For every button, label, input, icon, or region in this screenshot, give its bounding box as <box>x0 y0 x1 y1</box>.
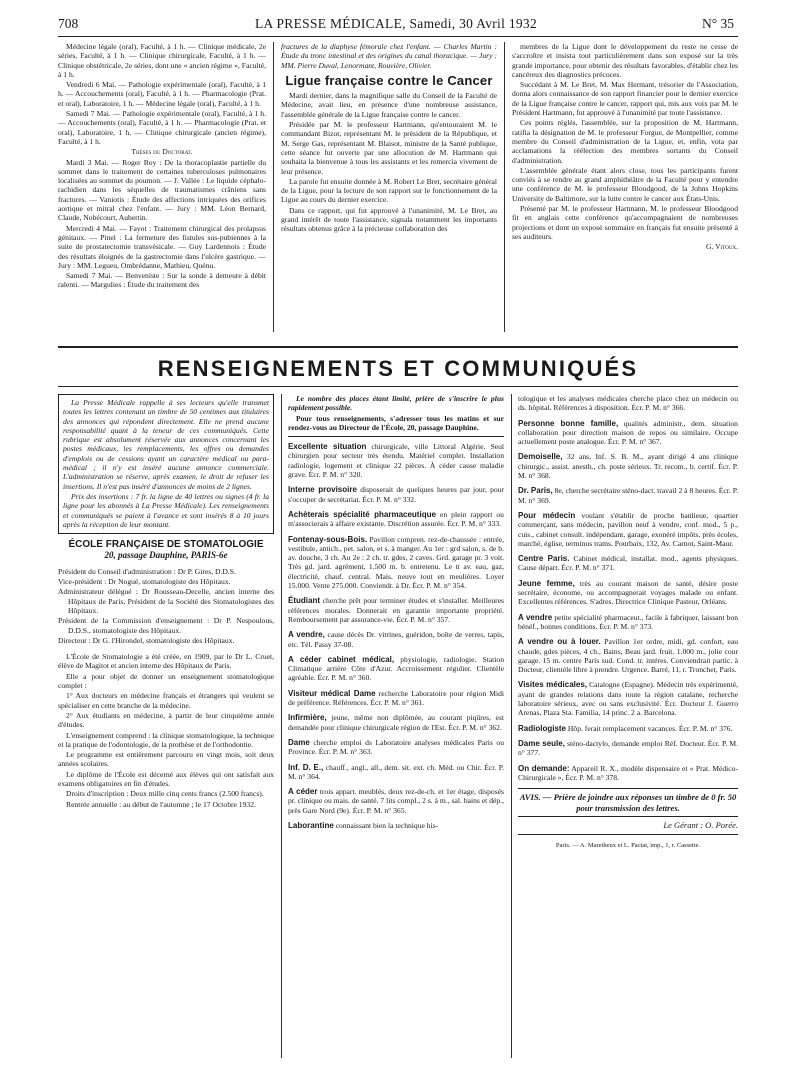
paragraph: L'École de Stomatologie a été créée, en 1909, par le Dr L. Cruet, élève de Magitot et ancien interne des Hôpitaux de Paris. <box>58 652 274 671</box>
gerant: Le Gérant : O. Porée. <box>663 820 738 831</box>
article-title: Ligue française contre le Cancer <box>285 72 493 88</box>
classified-ad <box>288 821 504 830</box>
classified-ad <box>518 511 738 548</box>
paragraph: fractures de la diaphyse fémorale chez l'enfant. — Charles Martin : Étude du tronc intestinal et des origines du canal thoracique. — Jury : MM. Pierre Duval, Lenormant, Rouvière, Olivier. <box>281 42 497 70</box>
classified-ad-text: chauff., angl., all., dem. sit. ext. ch. Méd. ou Chir. Écr. P. M. n° 364. <box>288 762 504 781</box>
classified-ad <box>518 554 738 573</box>
classified-ad <box>518 613 738 632</box>
paragraph: Samedi 7 Mai. — Benveniste : Sur la sonde à demeure à débit ralenti. — Margulies : Étude du traitement des <box>58 271 266 290</box>
staff-entry: Président du Conseil d'administration : Dr P. Gires, D.D.S. <box>58 566 236 576</box>
classified-ad-title: Jeune femme, <box>518 578 575 588</box>
paragraph: L'enseignement comprend : la clinique stomatologique, la technique et la pratique de l'odontologie, de la prothèse et de l'orthodontie. <box>58 730 274 749</box>
classified-ad-title: Dame seule, <box>518 738 565 748</box>
classified-ad-title: Inf. D. E., <box>288 762 324 772</box>
classified-ad-text: Catalogne (Espagne). Médecin très expérimenté, ayant de grandes relations dans toute la région catalane, recherche laboratoire sérieux, avec ou sans exclusivité. Écr. Docteur J. Guerro Arenas, Plaza Sta. Familia, 14 princ. 2 a. Barcelona. <box>518 680 738 718</box>
paragraph: Présenté par M. le professeur Hartmann, M. le professeur Bloodgood fit en anglais cette conférence qu'accompagnaient de nombreuses projections et dont un exposé sommaire en français fut ensuite présenté à ses auditeurs. <box>512 204 738 241</box>
bottom-column-2 <box>288 394 504 1066</box>
classified-ads <box>288 442 504 830</box>
school-title: ÉCOLE FRANÇAISE DE STOMATOLOGIE <box>68 539 264 551</box>
classified-ad-text: trois appart. meublés, deux rez-de-ch. et 1er étage, disposés pr. clinique ou mais. de santé. 7 lits compl., 2 s. à m., sal. bains et dép., près Gare Nord (9e). Écr. P. M. n° 365. <box>288 787 504 815</box>
classified-ad <box>288 713 504 732</box>
classified-ad-title: A céder cabinet médical, <box>288 654 395 664</box>
paragraph: L'assemblée générale étant alors close, tous les participants furent conviés à se rendre au grand amphithéâtre de la Faculté pour y entendre une conférence de M. le professeur Bloodgood, de la Johns Hopkins University de Baltimore, sur la lutte contre le cancer aux États-Unis. <box>512 165 738 203</box>
classified-ad-title: Centre Paris. <box>518 554 570 564</box>
paragraph: La parole fut ensuite donnée à M. Robert Le Bret, secrétaire général de la Ligue, pour la lecture de son rapport sur le fonctionnement de la Ligue au cours du dernier exercice. <box>281 176 497 205</box>
classified-ad-text: Hôp. ferait remplacement vacances. Écr. P. M. n° 376. <box>567 723 733 733</box>
classified-ad-title: Demoiselle, <box>518 452 563 462</box>
staff-entry: Vice-président : Dr Nogué, stomatologiste des Hôpitaux. <box>58 577 231 587</box>
classified-ad-title: Visiteur médical Dame <box>288 688 376 698</box>
paragraph: Pour tous renseignements, s'adresser tous les matins et sur rendez-vous au Directeur de l'École, 20, passage Dauphine. <box>288 413 504 432</box>
classified-ad-text: chirurgicale, ville Littoral Algérie. Seul chirurgien pour secteur très étendu. Matériel complet. Installation radiologie, logement et clinique 22 pièces. À céder cause maladie grave. Écr. P. M. n° 320. <box>288 442 504 480</box>
classified-ad-text: cause décès Dr. vitrines, guéridon, boîte de verres, tapis, etc. Tél. Passy 37-08. <box>288 630 504 649</box>
classified-ad-title: A céder <box>288 787 318 797</box>
paragraph: Elle a pour objet de donner un enseignement stomatologique complet : <box>58 671 274 691</box>
classified-ad <box>518 637 738 674</box>
paragraph: Mercredi 4 Mai. — Fayot : Traitement chirurgical des prolapsus génitaux. — Pinel : La fermeture des fistules sus-pubiennes à la suite de prostatectomie transvésicale. — Guy Lardennois : Étude des résultats éloignés de la gastrectomie dans l'ulcère gastrique. — Jury : MM. Legueu, Ombrédanne, Mathieu, Quénu. <box>58 223 266 270</box>
paragraph: Le programme est entièrement parcouru en vingt mois, soit deux années scolaires. <box>58 750 274 769</box>
classified-ad-title: A vendre ou à louer. <box>518 637 601 647</box>
staff-entry: Administrateur délégué : Dr Rousseau-Decelle, ancien interne des Hôpitaux de Paris, Président de la Société des Stomatologistes des Hôpitaux. <box>58 587 274 615</box>
section-rule <box>58 386 738 387</box>
section-subheading: Thèses du Doctorat. <box>131 147 193 157</box>
paragraph: Samedi 7 Mai. — Pathologie expérimentale (oral), Faculté, à 1 h. — Accouchements (oral), Faculté, à 1 h. — Pharmacologie (Prat. et oral), Laboratoire, 1 h. — Clinique chirurgicale (ancien régime), Faculté, à 1 h. <box>58 109 266 146</box>
classified-ad <box>518 452 738 480</box>
paragraph: Le nombre des places étant limité, prière de s'inscrire le plus rapidement possible. <box>288 394 504 413</box>
classified-ad-text: Appareil R. X., modèle dispensaire et « Prat. Médico-Chirurgicale », Écr. P. M. n° 378. <box>518 763 738 782</box>
classified-ad <box>518 764 738 783</box>
classified-ad-text: cherche emploi ds Laboratoire analyses médicales Paris ou Province. Écr. P. M. n° 363. <box>288 737 504 757</box>
classified-ad-title: A vendre, <box>288 630 325 640</box>
classified-ad-text: sténo-dactylo, demande emploi Réf. Docteur. Écr. P. M. n° 377. <box>518 738 738 758</box>
classified-ad <box>288 689 504 708</box>
classified-ad-text: recherche Laboratoire pour région Midi de préférence. Références. Écr. P. M. n° 361. <box>288 688 504 708</box>
classified-ad <box>288 510 504 529</box>
paragraph: Succédant à M. Le Bret, M. Max Hermant, trésorier de l'Association, donna alors connaissance de son rapport financier pour le dernier exercice de la Ligue française contre le cancer, rapport qui, mis aux voix par M. le Président Hartmann, fut approuvé à l'unanimité par toute l'assistance. <box>512 80 738 118</box>
paragraph: Mardi dernier, dans la magnifique salle du Conseil de la Faculté de Médecine, avait lieu, en présence d'une nombreuse assistance, l'assemblée générale de la Ligue française contre le cancer. <box>281 91 497 119</box>
classified-ad-text: jeune, même non diplômée, au courant piqûres, est demandée pour clinique chirurgicale région de l'Est. Écr. P. M. n° 362. <box>288 713 504 732</box>
top-column-2 <box>281 42 497 336</box>
column-divider <box>281 394 282 1058</box>
classified-ad-text: tologique et les analyses médicales cherche place chez un médecin ou ds. hôpital. Références à disposition. Écr. P. M. n° 366. <box>518 394 738 413</box>
classified-ad-title: Pour médecin <box>518 510 576 520</box>
classified-ads <box>518 394 738 782</box>
classified-ad-title: Dame <box>288 737 310 747</box>
paragraph: Dans ce rapport, qui fut approuvé à l'unanimité, M. Le Bret, au grand intérêt de toute l'assistance, signala notamment les importants résultats obtenus grâce à la précieuse collaboration des <box>281 205 497 234</box>
classified-ad <box>518 486 738 505</box>
section-rule <box>58 346 738 348</box>
top-column-1 <box>58 42 266 336</box>
classified-ad <box>288 738 504 757</box>
bottom-column-3 <box>518 394 738 1066</box>
classified-ad-title: Interne provisoire <box>288 485 357 495</box>
classified-ad-text: cherche prêt pour terminer études et s'installer. Meilleures références morales. Donnerait en garantie importante propriété. Remboursement par assurance-vie. Écr. P. M. n° 357. <box>288 596 504 624</box>
classified-ad-text: voulant s'établir de proche banlieue, quartier commerçant, sans médecin, pavillon neuf à vendre, conf. mod., 5 p., cuis., cabinet consult. indépendant, garage, exonéré impôts, près écoles, marché, église, terminus trams. Pourbaix, 132, Av. Carnot, Saint-Maur. <box>518 510 738 548</box>
classified-ad-title: Achèterais spécialité pharmaceutique <box>288 509 436 519</box>
classified-ad <box>288 630 504 649</box>
classified-ad-title: Visites médicales, <box>518 680 587 690</box>
page-header <box>58 12 734 34</box>
notice-paragraph: Prix des insertions : 7 fr. la ligne de 40 lettres ou signes (4 fr. la ligne pour les abonnés à La Presse Médicale). Les renseignements et communiqués se paient à l'avance et sont insérés 8 à 10 jours après la réception de leur montant. <box>63 491 269 529</box>
classified-ad-text: 32 ans, Inf. S. B. M., ayant dirigé 4 ans clinique chirurgic., assist. anesth., ch. poste sérieux. Tr. recom., b. certif. Écr. P. M. n° 368. <box>518 452 738 481</box>
paragraph: Mardi 3 Mai. — Roger Roy : De la thoracoplastie partielle du sommet dans le traitement de certaines tuberculoses pulmonaires localisées au sommet du poumon. — J. Vallée : Le liquide céphalo-rachidien dans les séquelles de traumatismes crâniens sans fractures. — Vaniotis : Étude des affections intriquées des orifices aortique et mitral chez l'enfant. — Jury : MM. Léon Bernard, Claude, Nobécourt, Aubertin. <box>58 157 266 223</box>
classified-ad-title: Radiologiste <box>518 723 567 733</box>
imprint: Paris. — A. Maretheux et L. Pactat, imp., 1, r. Cassette. <box>555 842 701 850</box>
top-column-3 <box>512 42 738 336</box>
classified-ad <box>288 535 504 591</box>
classified-ad-title: Fontenay-sous-Bois. <box>288 534 368 544</box>
classified-ad <box>518 739 738 758</box>
paragraph: 2° Aux étudiants en médecine, à partir de leur cinquième année d'études. <box>58 710 274 730</box>
paragraph: 1° Aux docteurs en médecine français et étrangers qui veulent se spécialiser en cette branche de la médecine. <box>58 691 274 710</box>
classified-ad <box>288 485 504 504</box>
classified-ad <box>518 579 738 607</box>
divider <box>518 834 738 835</box>
classified-ad-text: connaissant bien la technique his- <box>335 820 439 830</box>
classified-ad-text: en plein rapport ou m'associerais à affaire existante. Discrétion assurée. Écr. P. M. n° 333. <box>288 509 504 529</box>
classified-ad <box>288 442 504 479</box>
classified-ad-title: Personne bonne famille, <box>518 418 619 428</box>
paragraph: Ces points réglés, l'assemblée, sur la proposition de M. Hartmann, ratifia la désignation de M. le professeur Forgue, de Montpellier, comme membre du Conseil d'administration de la Ligue, et, enfin, vota par acclamations la réélection des membres sortants du Conseil d'administration. <box>512 118 738 165</box>
staff-list <box>58 567 274 645</box>
paragraph: Médecine légale (oral), Faculté, à 1 h. — Clinique médicale, 2e séries, Faculté, à 1 h. — Clinique chirurgicale, Faculté, à 1 h. — Clinique obstétricale, 2e séries, dont une « ancien régime », Faculté, à 1 h. <box>58 42 266 79</box>
classified-ad-title: Dr. Paris, <box>518 486 553 496</box>
notice-box <box>58 394 274 534</box>
page-number: 708 <box>58 16 79 31</box>
paragraph: Le diplôme de l'École est décerné aux élèves qui ont satisfait aux examens obligatoires en fin d'études. <box>58 769 274 788</box>
paragraph: Droits d'inscription : Deux mille cinq cents francs (2.500 francs). <box>66 789 264 799</box>
journal-title: LA PRESSE MÉDICALE, Samedi, 30 Avril 1932 <box>254 16 538 31</box>
classified-ad-title: Laborantine <box>288 820 334 830</box>
bottom-column-1 <box>58 394 274 1066</box>
paragraph: Rentrée annuelle : au début de l'automne ; le 17 Octobre 1932. <box>66 799 256 809</box>
classified-ad <box>518 419 738 447</box>
staff-entry: Président de la Commission d'enseignement : Dr P. Nespoulous, D.D.S., stomatologiste des Hôpitaux. <box>58 616 274 635</box>
classified-ad-title: Excellente situation <box>288 442 367 452</box>
classified-ad-text: Cabinet médical, installat. mod., agents physiques. Cause départ. Écr. P. M. n° 371. <box>518 554 738 573</box>
avis-notice: AVIS. — Prière de joindre aux réponses un timbre de 0 fr. 50 pour transmission des lettres. <box>519 792 737 813</box>
classified-ad <box>518 680 738 717</box>
classified-ad <box>288 763 504 782</box>
classified-ad-text: petite spécialité pharmaceut., facile à fabriquer, laissant bon bénéf., bonnes conditions. Écr. P. M. n° 373. <box>518 612 738 631</box>
classified-ad-text: très au courant maison de santé, désire poste secrétaire, économe, ou accompagnerait voyages malade ou enfant. Excellentes références. S'adres. Directrice Clinique Pasteur, Orléans. <box>518 578 738 607</box>
column-divider <box>273 42 274 332</box>
classified-ad-text: Pavillon 1er ordre, midi, gd. confort, eau chaude, gdes pièces, 4 ch., Bains, Beau jard. fruit. 1.000 m., jolie cour garage. 15 m. centre Paris sud. Cond. tr. intéres. Conviendrait partic. à Docteur, clientèle libre à prendre. Urgence. Barré, 11, r. Tronchet, Paris. <box>518 637 738 675</box>
classified-ad <box>288 655 504 683</box>
classified-ad-text: disposerait de quelques heures par jour, pour s'occuper de secrétariat. Écr. P. M. n° 332. <box>288 485 504 504</box>
signature: G. Vitoux. <box>706 242 738 252</box>
staff-entry: Directeur : Dr G. l'Hirondel, stomatologiste des Hôpitaux. <box>58 635 235 645</box>
classified-ad-title: Étudiant <box>288 596 320 606</box>
divider <box>288 436 504 437</box>
school-address: 20, passage Dauphine, PARIS-6e <box>104 550 228 561</box>
classified-ad-title: Infirmière, <box>288 713 327 723</box>
classified-ad <box>518 394 738 413</box>
classified-ad-text: qualités administr., dem. situation collaboration pour direction maison de repos ou similaire. Occupe actuellement poste analogue. Écr. P. M. n° 367. <box>518 418 738 447</box>
notice-paragraph: La Presse Médicale rappelle à ses lecteurs qu'elle transmet toutes les lettres contenant un timbre de 50 centimes aux titulaires des annonces qui répondent directement. Elle ne prend aucune responsabilité quant à la teneur de ces communiqués. Cette rubrique est absolument réservée aux annonces concernant les postes médicaux, les remplacements, les offres ou demandes d'emplois ou de cessions ayant un caractère médical ou para-médical ; il n'y est inséré aucune annonce commerciale. L'administration se réserve, après examen, le droit de refuser les insertions. Il n'est pas inséré d'annonces de moins de 2 lignes. <box>63 398 269 491</box>
column-divider <box>511 394 512 1058</box>
classified-ad-text: physiologie, radiologie. Station Climatique arrière Côte d'Azur. Accroissement régulier. Clientèle agréable. Écr. P. M. n° 360. <box>288 654 504 683</box>
header-rule <box>58 36 738 37</box>
classified-ad-text: Pavillon compren. rez-de-chaussée : entrée, vestibule, antich., pet. salon, et s. à manger. Au 1er : grd salon, s. de b. av. douche, 3 ch. Au 2e : 2 ch. tr. gdes, 2 caves. Grd. garage pr. 3 voit. Très gd. jard. agrément, 1.500 m. b. entretenu. Le tt av. eau, gaz, électricité, chauf. central. Mais. neuve tout en meulières. Loyer 15.000. Vente 275.000. Conviendr. à Dr. Écr. P. M. n° 354. <box>288 534 504 591</box>
classified-ad-title: On demande: <box>518 763 570 773</box>
paragraph: membres de la Ligue dont le développement du reste ne cesse de s'accroître et insista tout particulièrement dans son exposé sur la très grande importance, pour obtenir des résultats favorables, d'établir chez les cancéreux des diagnostics précoces. <box>512 42 738 79</box>
column-divider <box>504 42 505 332</box>
classified-ad <box>288 787 504 815</box>
classified-ad-title: A vendre <box>518 612 553 622</box>
classified-ad-text: 8e, cherche secrétaire sténo-dact. travail 2 à 8 heures. Écr. P. M. n° 369. <box>518 486 738 505</box>
paragraph: Vendredi 6 Mai. — Pathologie expérimentale (oral), Faculté, à 1 h. — Accouchements (oral), Faculté, à 1 h. — Pharmacologie (Prat. et oral), Laboratoire, 1 h. — Médecine légale (oral), Faculté, à 1 h. <box>58 80 266 108</box>
avis-box <box>518 788 738 817</box>
classified-ad <box>288 596 504 624</box>
issue-number: N° 35 <box>701 16 734 31</box>
classified-ad <box>518 724 738 733</box>
paragraph: Présidée par M. le professeur Hartmann, qu'entouraient M. le commandant Bizot, représentant M. le président de la République, et M. Serge Gas, représentant M. Blaisot, ministre de la Santé publique, cette séance fut ouverte par une allocution de M. Hartmann qui souhaita la bienvenue à tous les assistants et les remercia vivement de leur présence. <box>281 120 497 176</box>
section-banner: RENSEIGNEMENTS ET COMMUNIQUÉS <box>157 356 639 381</box>
